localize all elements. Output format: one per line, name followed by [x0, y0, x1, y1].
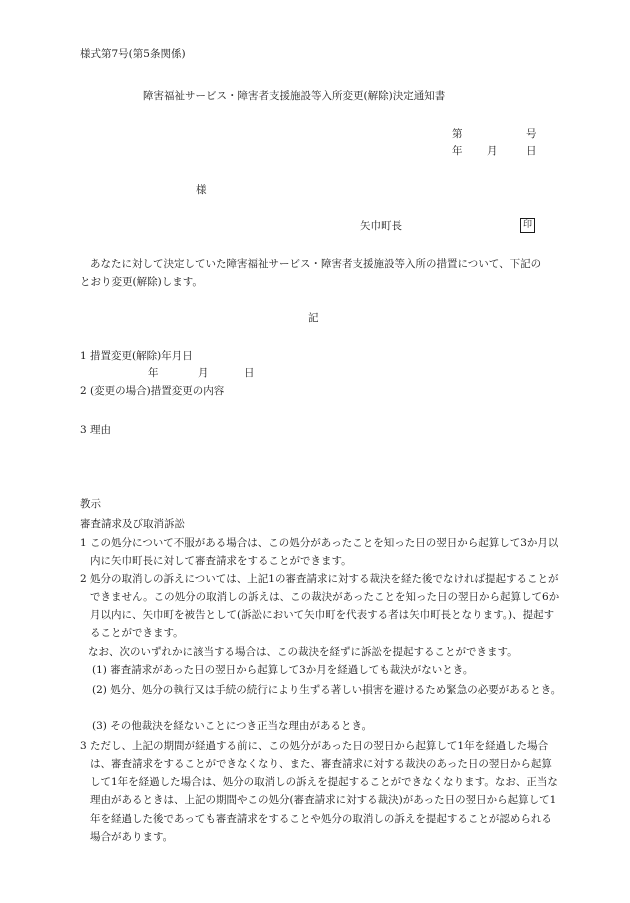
document-title: 障害福祉サービス・障害者支援施設等入所変更(解除)決定通知書 [143, 90, 446, 102]
document-number-label: 第 [452, 128, 463, 140]
item-date-year: 年 [148, 367, 159, 379]
instruction-sub-item-3: (3) その他裁決を経ないことにつき正当な理由があるとき。 [92, 720, 373, 732]
instruction-paragraph-2: 2 処分の取消しの訴えについては、上記1の審査請求に対する裁決を経た後でなければ提起することができません。この処分の取消しの訴えは、この裁決があったことを知った日の翌日から起算して6か月以内に、矢巾町を被告として(訴訟において矢巾町を代表する者は矢巾町長となります。)、提起することができます。 [80, 573, 560, 640]
addressee-honorific: 様 [196, 184, 207, 196]
instruction-sub-item-1: (1) 審査請求があった日の翌日から起算して3か月を経過しても裁決がないとき。 [92, 664, 474, 676]
instruction-paragraph-1: 1 この処分について不服がある場合は、この処分があったことを知った日の翌日から起算して3か月以内に矢巾町長に対して審査請求をすることができます。 [80, 537, 559, 568]
date-month-label: 月 [487, 145, 498, 157]
document-number-suffix: 号 [526, 128, 537, 140]
instruction-heading: 教示 [80, 498, 101, 510]
date-day-label: 日 [526, 145, 537, 157]
ki-heading: 記 [308, 312, 319, 324]
item-date-day: 日 [244, 367, 255, 379]
instruction-paragraph-3: 3 ただし、上記の期間が経過する前に、この処分があった日の翌日から起算して1年を経過した場合は、審査請求をすることができなくなり、また、審査請求に対する裁決のあった日の翌日から起算して1年を経過した場合は、処分の取消しの訴えを提起することができなくなります。なお、正当な理由があるときは、上記の期間やこの処分(審査請求に対する裁決)があった日の翌日から起算して1年を経過した後であっても審査請求をすることや処分の取消しの訴えを提起することが認められる場合があります。 [80, 740, 558, 843]
seal-mark: 印 [520, 218, 535, 233]
item-change-date: 1 措置変更(解除)年月日 [80, 350, 193, 362]
item-change-content: 2 (変更の場合)措置変更の内容 [80, 385, 225, 397]
issuer-name: 矢巾町長 [360, 220, 402, 232]
notice-body: あなたに対して決定していた障害福祉サービス・障害者支援施設等入所の措置について、下記のとおり変更(解除)します。 [80, 258, 542, 288]
instruction-sub-item-2: (2) 処分、処分の執行又は手続の続行により生ずる著しい損害を避けるため緊急の必要があるとき。 [92, 684, 562, 696]
item-reason: 3 理由 [80, 424, 112, 436]
instruction-paragraph-2-note: なお、次のいずれかに該当する場合は、この裁決を経ずに訴訟を提起することができます。 [88, 646, 518, 658]
date-year-label: 年 [452, 145, 463, 157]
form-number: 様式第7号(第5条関係) [80, 48, 186, 60]
instruction-subheading: 審査請求及び取消訴訟 [80, 518, 185, 530]
item-date-month: 月 [198, 367, 209, 379]
